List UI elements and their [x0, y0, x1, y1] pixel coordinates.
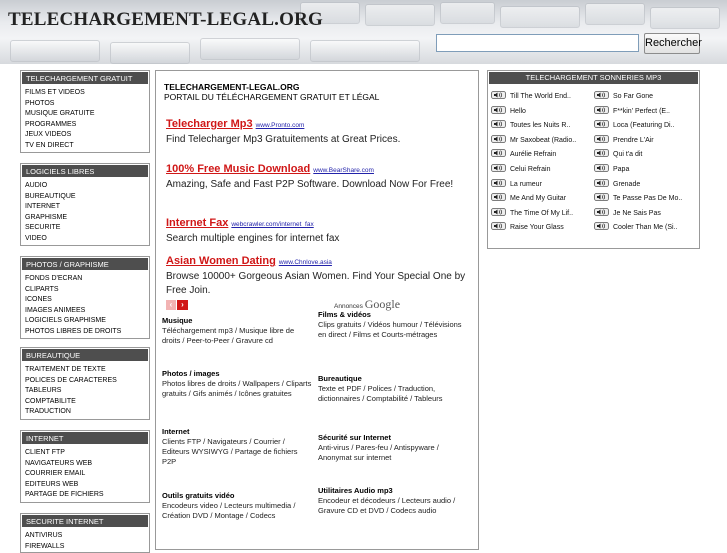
ringtone-item[interactable]	[491, 164, 550, 175]
speaker-play-icon[interactable]	[491, 149, 506, 157]
ringtone-item[interactable]	[594, 91, 653, 102]
speaker-play-icon[interactable]	[491, 222, 506, 230]
ringtone-item[interactable]	[491, 179, 542, 190]
speaker-play-icon[interactable]	[594, 164, 609, 172]
sidebar-item[interactable]: MUSIQUE GRATUITE	[25, 110, 95, 117]
ringtone-label[interactable]: Loca (Featuring Di..	[613, 122, 675, 130]
category-links[interactable]: Clips gratuits / Vidéos humour / Télévisions en direct / Films et Courts-métrages	[318, 320, 462, 339]
center-panel	[155, 70, 479, 550]
banner-keyboard-key	[10, 40, 100, 62]
banner-keyboard-key	[110, 42, 190, 64]
category-links[interactable]: Anti-virus / Pares-feu / Antispyware / Anonymat sur internet	[318, 443, 439, 462]
ringtone-label[interactable]: Toutes les Nuits R..	[510, 122, 571, 130]
sidebar-item[interactable]: JEUX VIDEOS	[25, 131, 72, 138]
sidebar-section-logiciels	[20, 163, 150, 246]
ringtone-item[interactable]	[594, 193, 682, 204]
speaker-play-icon[interactable]	[594, 179, 609, 187]
ringtone-item[interactable]	[491, 91, 571, 102]
ad-url-link[interactable]: www.Chnlove.asia	[278, 259, 332, 266]
speaker-play-icon[interactable]	[594, 193, 609, 201]
ringtone-item[interactable]	[594, 179, 640, 190]
ringtone-label[interactable]: Grenade	[613, 180, 641, 188]
category-links[interactable]: Clients FTP / Navigateurs / Courrier / Editeurs WYSIWYG / Partage de fichiers P2P	[162, 437, 298, 466]
speaker-play-icon[interactable]	[594, 120, 609, 128]
ad-url-link[interactable]: www.Pronto.com	[255, 122, 305, 129]
ringtone-label[interactable]: La rumeur	[510, 180, 542, 188]
category-block	[162, 491, 312, 521]
sidebar-item[interactable]: SECURITE	[25, 224, 61, 231]
ringtone-item[interactable]	[594, 149, 642, 160]
sidebar-item[interactable]: FONDS D'ECRAN	[25, 275, 83, 282]
category-links[interactable]: Encodeur et décodeurs / Lecteurs audio / Gravure CD et DVD / Codecs audio	[318, 496, 456, 515]
ringtone-label[interactable]: Cooler Than Me (Si..	[613, 224, 678, 232]
banner-keyboard-key	[200, 38, 300, 60]
sidebar-item[interactable]: GRAPHISME	[25, 213, 68, 221]
sidebar-section-title: TELECHARGEMENT GRATUIT	[21, 71, 149, 85]
speaker-play-icon[interactable]	[491, 208, 506, 216]
ringtone-label[interactable]: Me And My Guitar	[510, 195, 567, 203]
sponsored-ad	[166, 251, 476, 298]
speaker-play-icon[interactable]	[594, 135, 609, 143]
sidebar-section-title: BUREAUTIQUE	[21, 348, 149, 362]
category-title[interactable]: Sécurité sur Internet	[318, 433, 391, 442]
category-title[interactable]: Photos / images	[162, 369, 220, 378]
ringtone-item[interactable]	[491, 193, 566, 204]
ringtone-item[interactable]	[594, 164, 629, 175]
sidebar-item[interactable]: AUDIO	[25, 182, 48, 189]
banner-keyboard-key	[650, 7, 720, 29]
sidebar-item[interactable]: TRADUCTION	[25, 408, 71, 415]
sidebar-section-title: INTERNET	[21, 431, 149, 445]
ad-description: Find Telecharger Mp3 Gratuitements at Great Prices.	[166, 134, 401, 145]
sidebar-item[interactable]: FIREWALLS	[25, 542, 65, 550]
speaker-play-icon[interactable]	[491, 91, 506, 99]
sidebar-item[interactable]: PHOTOS LIBRES DE DROITS	[25, 327, 122, 335]
speaker-play-icon[interactable]	[594, 91, 609, 99]
category-block	[162, 369, 312, 399]
ringtone-label[interactable]: Celui Refrain	[510, 166, 551, 173]
sidebar-item[interactable]: FILMS ET VIDEOS	[25, 89, 85, 96]
sidebar-item[interactable]: TRAITEMENT DE TEXTE	[25, 366, 106, 373]
ringtone-item[interactable]	[491, 135, 576, 146]
category-links[interactable]: Téléchargement mp3 / Musique libre de droits / Peer-to-Peer / Gravure cd	[162, 326, 295, 345]
category-block	[318, 374, 468, 404]
search-button[interactable]: Rechercher	[644, 33, 700, 54]
chevron-right-icon: ›	[181, 300, 184, 309]
ringtone-item[interactable]	[594, 222, 677, 233]
chevron-left-icon: ‹	[169, 300, 173, 309]
ad-description: Browse 10000+ Gorgeous Asian Women. Find Your Special One by Free Join.	[166, 271, 466, 296]
ringtone-label[interactable]: The Time Of My Lif..	[510, 209, 574, 217]
ad-description: Amazing, Safe and Fast P2P Software. Download Now For Free!	[166, 179, 454, 190]
sidebar-section-securite	[20, 513, 150, 553]
category-title[interactable]: Outils gratuits vidéo	[162, 491, 235, 500]
ringtone-label[interactable]: Mr Saxobeat (Radio..	[510, 136, 577, 144]
category-block	[318, 310, 468, 340]
sponsored-ad	[166, 159, 476, 192]
page-title: TELECHARGEMENT-LEGAL.ORG	[164, 82, 300, 92]
category-block	[162, 316, 312, 346]
banner-keyboard-key	[310, 40, 420, 62]
ringtone-label[interactable]: Till The World End..	[510, 93, 571, 100]
ads-next-button[interactable]	[177, 300, 188, 310]
sidebar-section-title: SECURITE INTERNET	[21, 514, 149, 528]
ringtone-item[interactable]	[491, 149, 556, 160]
category-links[interactable]: Photos libres de droits / Wallpapers / Cliparts gratuits / Gifs animés / Icônes gratuites	[162, 379, 312, 398]
category-title[interactable]: Musique	[162, 316, 193, 325]
header-banner	[0, 0, 727, 64]
banner-keyboard-key	[440, 2, 495, 24]
sidebar-item[interactable]: EDITEURS WEB	[25, 480, 79, 488]
sidebar-item[interactable]: CLIPARTS	[25, 285, 59, 293]
ringtone-label[interactable]: Aurélie Refrain	[510, 151, 557, 159]
category-block	[162, 427, 312, 467]
ringtone-label[interactable]: Je Ne Sais Pas	[613, 209, 661, 217]
sidebar-item[interactable]: TV EN DIRECT	[25, 141, 74, 149]
speaker-play-icon[interactable]	[594, 149, 609, 157]
ringtone-label[interactable]: Hello	[510, 107, 526, 115]
ringtone-item[interactable]	[594, 135, 654, 146]
sidebar-item[interactable]: ICONES	[25, 296, 52, 303]
sidebar-item[interactable]: COMPTABILITE	[25, 397, 76, 405]
sidebar-item[interactable]: PROGRAMMES	[25, 120, 77, 128]
ads-by-prefix: Annonces	[334, 303, 363, 310]
sidebar-item[interactable]: POLICES DE CARACTERES	[25, 376, 117, 384]
ad-title-link[interactable]: Internet Fax	[166, 217, 229, 229]
sidebar-item[interactable]: CLIENT FTP	[25, 449, 65, 456]
ringtone-item[interactable]	[491, 106, 526, 117]
speaker-play-icon[interactable]	[491, 135, 506, 143]
ads-prev-button[interactable]	[166, 300, 176, 310]
ringtones-panel	[487, 70, 700, 249]
sponsored-ad	[166, 114, 476, 147]
sidebar-item[interactable]: PHOTOS	[25, 99, 55, 107]
sidebar-section-internet	[20, 430, 150, 503]
ringtone-item[interactable]	[491, 222, 564, 233]
ad-description: Search multiple engines for internet fax	[166, 233, 340, 244]
sidebar-item[interactable]: ANTIVIRUS	[25, 532, 63, 539]
speaker-play-icon[interactable]	[594, 222, 609, 230]
ringtone-item[interactable]	[594, 208, 661, 219]
speaker-play-icon[interactable]	[594, 208, 609, 216]
sidebar-item[interactable]: NAVIGATEURS WEB	[25, 459, 93, 467]
ringtone-label[interactable]: Qui t'a dit	[613, 151, 643, 159]
sidebar-item[interactable]: BUREAUTIQUE	[25, 192, 76, 200]
category-block	[318, 486, 468, 516]
sidebar-section-telechargement	[20, 70, 150, 153]
category-title[interactable]: Bureautique	[318, 374, 362, 383]
category-title[interactable]: Internet	[162, 427, 190, 436]
ad-url-link[interactable]: webcrawler.com/internet_fax	[231, 221, 314, 228]
ringtone-label[interactable]: So Far Gone	[613, 93, 654, 100]
sidebar-section-title: PHOTOS / GRAPHISME	[21, 257, 149, 271]
ad-url-link[interactable]: www.BearShare.com	[313, 167, 374, 174]
ringtone-item[interactable]	[594, 106, 670, 117]
ringtone-label[interactable]: F**kin' Perfect (E..	[613, 107, 670, 115]
sidebar-section-photos	[20, 256, 150, 339]
sidebar-section-bureautique	[20, 347, 150, 420]
google-logo: Google	[364, 297, 401, 311]
category-title[interactable]: Utilitaires Audio mp3	[318, 486, 393, 495]
sponsored-ad	[166, 213, 476, 246]
banner-keyboard-key	[500, 6, 580, 28]
ringtone-item[interactable]	[491, 120, 570, 131]
sidebar-item[interactable]: COURRIER EMAIL	[25, 470, 86, 477]
ringtone-label[interactable]: Te Passe Pas De Mo..	[613, 195, 683, 203]
sidebar-item[interactable]: LOGICIELS GRAPHISME	[25, 317, 106, 324]
ringtone-label[interactable]: Prendre L'Air	[613, 136, 654, 144]
speaker-play-icon[interactable]	[594, 106, 609, 114]
sidebar-item[interactable]: IMAGES ANIMEES	[25, 306, 86, 314]
speaker-play-icon[interactable]	[491, 106, 506, 114]
ad-title-link[interactable]: Asian Women Dating	[166, 255, 276, 267]
ringtone-label[interactable]: Raise Your Glass	[510, 224, 564, 232]
ringtones-title: TELECHARGEMENT SONNERIES MP3	[489, 72, 698, 84]
category-links[interactable]: Texte et PDF / Polices / Traduction, dictionnaires / Comptabilité / Tableurs	[318, 384, 443, 403]
search-input[interactable]	[436, 34, 639, 52]
site-title[interactable]: TELECHARGEMENT-LEGAL.ORG	[8, 9, 324, 30]
sidebar-section-title: LOGICIELS LIBRES	[21, 164, 149, 178]
ad-title-link[interactable]: Telecharger Mp3	[166, 118, 253, 130]
ringtone-item[interactable]	[491, 208, 573, 219]
speaker-play-icon[interactable]	[491, 120, 506, 128]
ad-title-link[interactable]: 100% Free Music Download	[166, 163, 311, 175]
banner-keyboard-key	[585, 3, 645, 25]
ringtone-item[interactable]	[594, 120, 674, 131]
sidebar-item[interactable]: INTERNET	[25, 203, 60, 210]
sidebar-item[interactable]: VIDEO	[25, 234, 47, 242]
category-title[interactable]: Films & vidéos	[318, 310, 371, 319]
banner-keyboard-key	[365, 4, 435, 26]
speaker-play-icon[interactable]	[491, 164, 506, 172]
category-links[interactable]: Encodeurs video / Lecteurs multimedia / Création DVD / Montage / Codecs	[162, 501, 296, 520]
speaker-play-icon[interactable]	[491, 193, 506, 201]
page-subtitle: PORTAIL DU TÉLÉCHARGEMENT GRATUIT ET LÉGAL	[164, 92, 380, 102]
speaker-play-icon[interactable]	[491, 179, 506, 187]
sidebar-item[interactable]: PARTAGE DE FICHIERS	[25, 491, 104, 498]
sidebar-item[interactable]: TABLEURS	[25, 387, 62, 394]
ringtone-label[interactable]: Papa	[613, 166, 630, 173]
category-block	[318, 433, 468, 463]
